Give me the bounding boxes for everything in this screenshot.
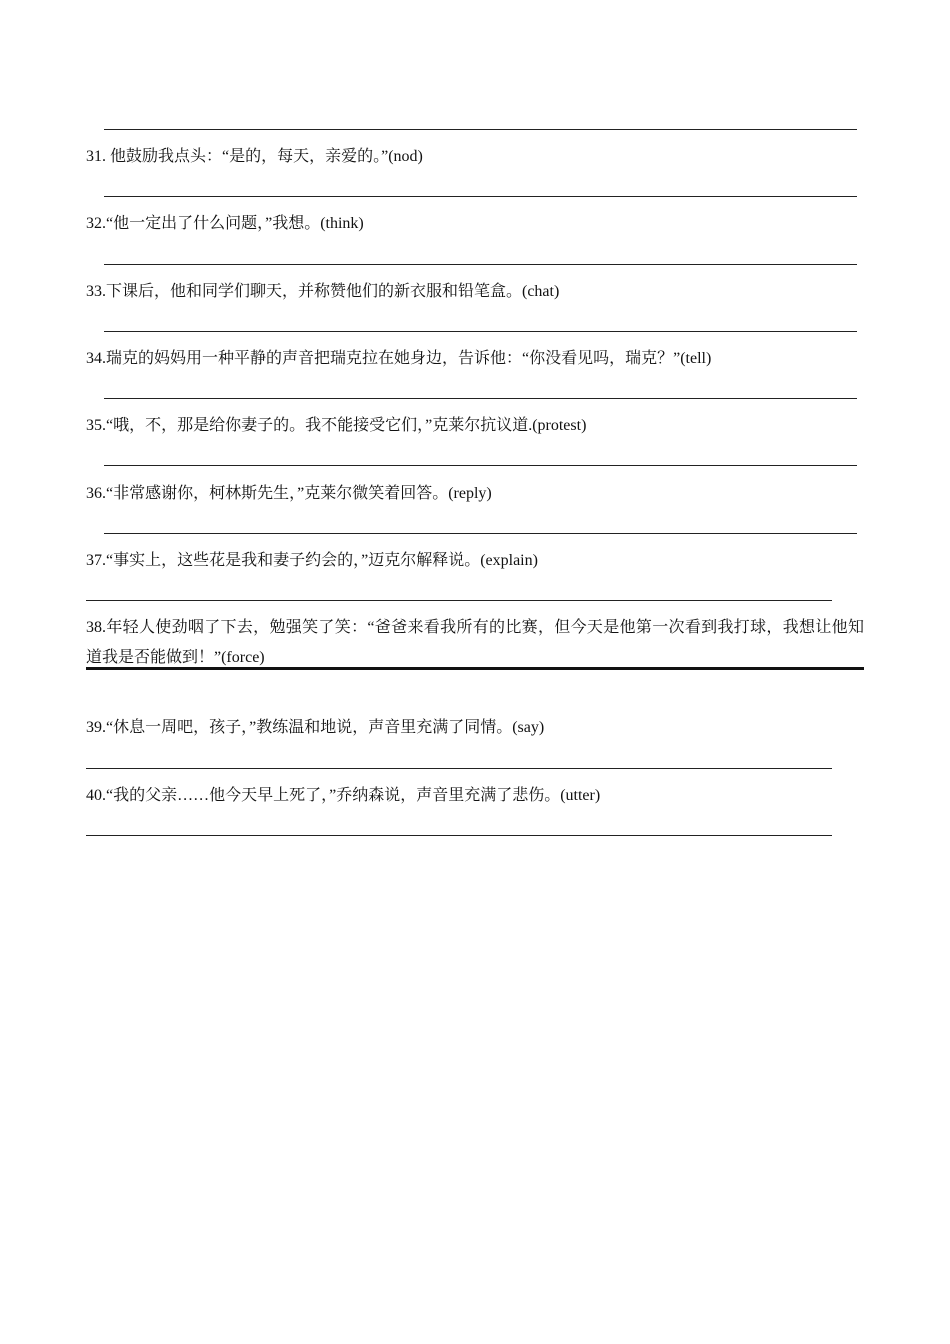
answer-line <box>86 768 832 769</box>
exercise-text: “哦，不，那是给你妻子的。我不能接受它们，”克莱尔抗议道.(protest) <box>106 417 587 434</box>
answer-line <box>104 533 857 534</box>
exercise-number: 32. <box>86 215 106 232</box>
answer-line <box>86 600 832 601</box>
exercise-number: 34. <box>86 350 106 367</box>
exercise-text: “我的父亲……他今天早上死了，”乔纳森说，声音里充满了悲伤。(utter) <box>106 787 601 804</box>
exercise-text: 他鼓励我点头：“是的，每天，亲爱的。”(nod) <box>106 148 423 165</box>
answer-line <box>104 465 857 466</box>
exercise-number: 38. <box>86 619 106 636</box>
exercise-40 <box>86 786 600 806</box>
exercise-32 <box>86 214 364 234</box>
exercise-33 <box>86 282 559 302</box>
exercise-number: 31. <box>86 148 106 165</box>
exercise-38 <box>86 613 864 673</box>
exercise-number: 36. <box>86 485 106 502</box>
answer-line <box>104 129 857 130</box>
exercise-39 <box>86 718 544 738</box>
exercise-text: “休息一周吧，孩子，”教练温和地说，声音里充满了同情。(say) <box>106 719 545 736</box>
exercise-text: “非常感谢你，柯林斯先生，”克莱尔微笑着回答。(reply) <box>106 485 492 502</box>
exercise-text: 年轻人使劲咽了下去，勉强笑了笑：“爸爸来看我所有的比赛，但今天是他第一次看到我打球，我想让他知道我是否能做到！”(force) <box>86 619 864 666</box>
exercise-35 <box>86 416 586 436</box>
exercise-37 <box>86 551 538 571</box>
exercise-number: 35. <box>86 417 106 434</box>
exercise-number: 39. <box>86 719 106 736</box>
exercise-34 <box>86 349 711 369</box>
answer-line <box>86 835 832 836</box>
exercise-number: 40. <box>86 787 106 804</box>
answer-line <box>104 264 857 265</box>
exercise-number: 33. <box>86 283 106 300</box>
exercise-number: 37. <box>86 552 106 569</box>
exercise-text: “他一定出了什么问题，”我想。(think) <box>106 215 364 232</box>
exercise-text: 瑞克的妈妈用一种平静的声音把瑞克拉在她身边，告诉他：“你没看见吗，瑞克？”(tell) <box>106 350 712 367</box>
answer-line-thick <box>86 667 864 670</box>
exercise-text: 下课后，他和同学们聊天，并称赞他们的新衣服和铅笔盒。(chat) <box>106 283 560 300</box>
answer-line <box>104 398 857 399</box>
answer-line <box>104 196 857 197</box>
exercise-36 <box>86 484 492 504</box>
exercise-31 <box>86 147 423 167</box>
exercise-text: “事实上，这些花是我和妻子约会的，”迈克尔解释说。(explain) <box>106 552 538 569</box>
answer-line <box>104 331 857 332</box>
